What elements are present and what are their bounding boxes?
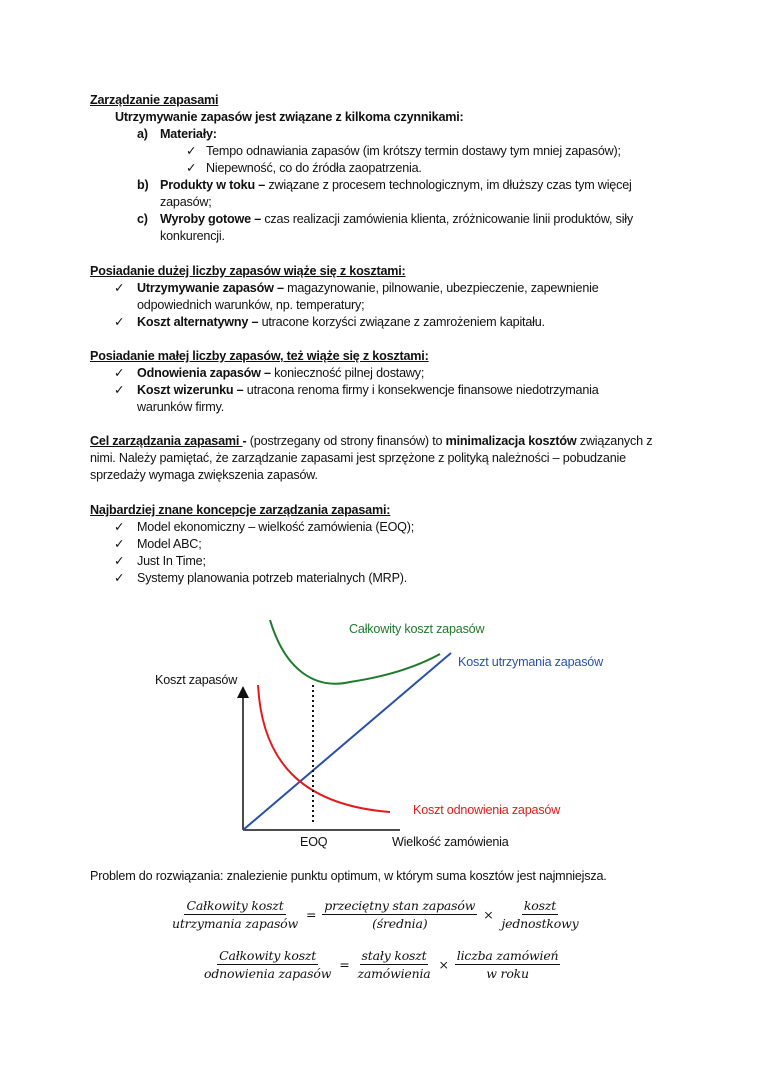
list-item: Niepewność, co do źródła zaopatrzenia. <box>206 161 422 175</box>
list-marker: a) <box>137 127 148 141</box>
list-item: Just In Time; <box>137 554 206 568</box>
ordering-cost-label: Koszt odnowienia zapasów <box>413 803 561 817</box>
dash: - <box>242 434 247 448</box>
check-icon: ✓ <box>114 383 125 397</box>
item-text: związane z procesem technologicznym, im dłuższy czas tym więcej <box>265 178 632 192</box>
numerator: Całkowity koszt <box>219 948 317 963</box>
list-item: Model ekonomiczny – wielkość zamówienia (EOQ); <box>137 520 415 534</box>
heading-koncepcje: Najbardziej znane koncepcje zarządzania zapasami: <box>90 503 391 517</box>
y-axis-label: Koszt zapasów <box>155 673 238 687</box>
check-icon: ✓ <box>186 161 197 175</box>
equation-ordering-cost <box>202 947 560 982</box>
bold-term: Wyroby gotowe – <box>160 212 262 226</box>
total-cost-label: Całkowity koszt zapasów <box>349 622 485 636</box>
item-text: czas realizacji zamówienia klienta, zróżnicowanie linii produktów, siły <box>261 212 634 226</box>
bold-term: Koszt wizerunku – <box>137 383 244 397</box>
heading-zarzadzanie: Zarządzanie zapasami <box>90 93 219 107</box>
fraction <box>322 897 477 932</box>
item-text: odpowiednich warunków, np. temperatury; <box>137 298 365 312</box>
list-item: Tempo odnawiania zapasów (im krótszy termin dostawy tym mniej zapasów); <box>206 144 621 158</box>
bold-term: Odnowienia zapasów – <box>137 366 271 380</box>
bold-term: Koszt alternatywny – <box>137 315 259 329</box>
list-marker: b) <box>137 178 149 192</box>
times-sign: × <box>438 957 449 972</box>
item-text: konkurencji. <box>160 229 225 243</box>
check-icon: ✓ <box>114 315 125 329</box>
equation-holding-cost <box>170 897 580 932</box>
item-text: warunków firmy. <box>137 400 225 414</box>
check-icon: ✓ <box>114 281 125 295</box>
check-icon: ✓ <box>114 520 125 534</box>
bold-term: Utrzymywanie zapasów – <box>137 281 284 295</box>
check-icon: ✓ <box>114 571 125 585</box>
denominator: utrzymania zapasów <box>172 916 299 931</box>
denominator: (średnia) <box>372 916 428 931</box>
fraction <box>500 897 581 932</box>
item-text: magazynowanie, pilnowanie, ubezpieczenie, zapewnienie <box>283 281 599 295</box>
fraction <box>356 947 433 982</box>
fraction <box>170 897 300 932</box>
numerator: Całkowity koszt <box>186 898 284 913</box>
materials-label: Materiały: <box>160 127 217 141</box>
bold-term: Produkty w toku – <box>160 178 266 192</box>
eoq-label: EOQ <box>300 835 328 849</box>
numerator: przeciętny stan zapasów <box>324 898 476 913</box>
check-icon: ✓ <box>186 144 197 158</box>
ordering-cost-curve <box>258 685 390 812</box>
fraction <box>202 947 333 982</box>
item-text: utracone korzyści związane z zamrożeniem kapitału. <box>258 315 545 329</box>
list-marker: c) <box>137 212 148 226</box>
holding-cost-label: Koszt utrzymania zapasów <box>458 655 603 669</box>
paragraph-line: nimi. Należy pamiętać, że zarządzanie zapasami jest sprzężone z polityką należności – pobudzanie <box>90 451 626 465</box>
intro-text: Utrzymywanie zapasów jest związane z kilkoma czynnikami: <box>115 110 464 124</box>
check-icon: ✓ <box>114 537 125 551</box>
denominator: odnowienia zapasów <box>204 966 332 981</box>
list-item: Systemy planowania potrzeb materialnych (MRP). <box>137 571 408 585</box>
heading-mala-liczba: Posiadanie małej liczby zapasów, też wiąże się z kosztami: <box>90 349 429 363</box>
bold-term: minimalizacja kosztów <box>445 434 577 448</box>
numerator: liczba zamówień <box>456 948 559 963</box>
text: (postrzegany od strony finansów) to <box>246 434 446 448</box>
list-item: Model ABC; <box>137 537 202 551</box>
x-axis-label: Wielkość zamówienia <box>392 835 509 849</box>
numerator: stały koszt <box>361 948 427 963</box>
equals-sign: = <box>306 907 317 922</box>
heading-duza-liczba: Posiadanie dużej liczby zapasów wiąże się z kosztami: <box>90 264 406 278</box>
check-icon: ✓ <box>114 554 125 568</box>
problem-text: Problem do rozwiązania: znalezienie punktu optimum, w którym suma kosztów jest najmniejsza. <box>90 869 607 883</box>
check-icon: ✓ <box>114 366 125 380</box>
numerator: koszt <box>523 898 557 913</box>
equals-sign: = <box>339 957 350 972</box>
times-sign: × <box>483 907 494 922</box>
denominator: w roku <box>486 966 529 981</box>
paragraph-line: sprzedaży wymaga zwiększenia zapasów. <box>90 468 318 482</box>
text: związanych z <box>576 434 653 448</box>
heading-cel: Cel zarządzania zapasami <box>90 434 243 448</box>
item-text: konieczność pilnej dostawy; <box>270 366 425 380</box>
denominator: jednostkowy <box>501 916 579 931</box>
fraction <box>455 947 561 982</box>
item-text: utracona renoma firmy i konsekwencje finansowe niedotrzymania <box>243 383 599 397</box>
denominator: zamówienia <box>357 966 431 981</box>
item-text: zapasów; <box>160 195 212 209</box>
